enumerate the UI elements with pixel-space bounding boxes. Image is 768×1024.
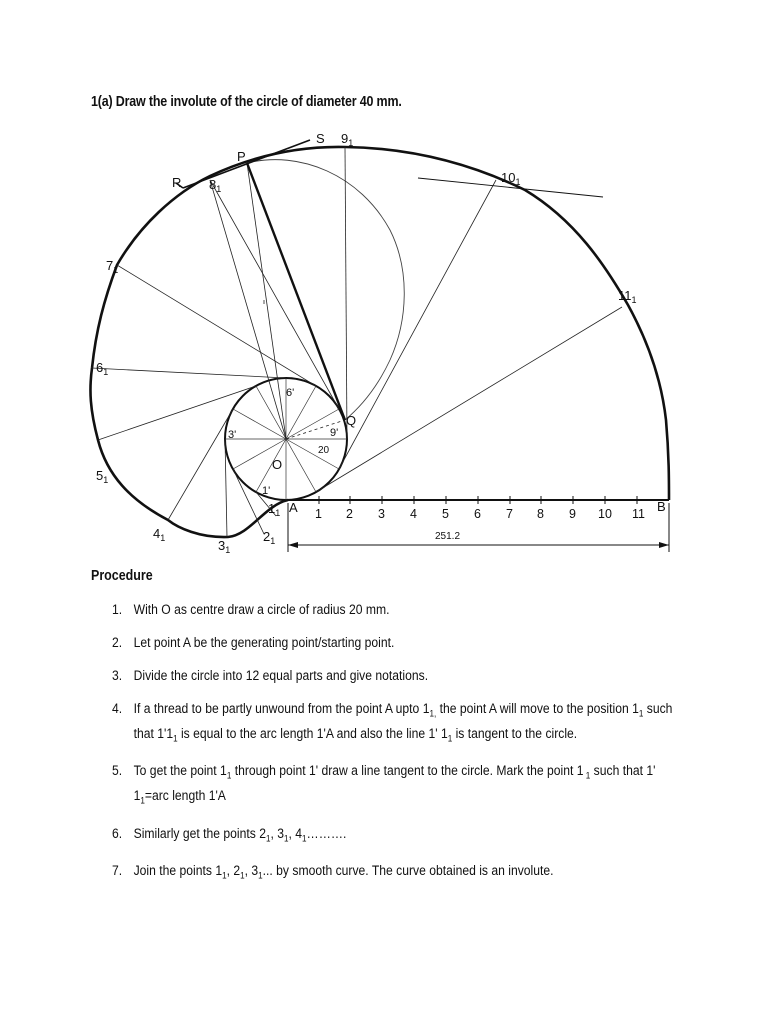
label-1-prime: 1': [262, 485, 271, 497]
label-5-1: $5_1$: [96, 468, 109, 485]
scale-number: 11: [632, 507, 645, 521]
label-b: B: [657, 499, 666, 514]
label-11-1: $11_1$: [618, 288, 637, 305]
tangent-rs: [183, 140, 310, 188]
tangent-lines: [92, 147, 622, 537]
label-9-prime: 9': [330, 427, 339, 439]
label-4-1: $4_1$: [153, 526, 166, 543]
step-text: To get the point $1_1$ through point 1' draw a line tangent to the circle. Mark the point 1 $_1$ such that 1' $1_1=arc$ length 1'A: [133, 763, 656, 806]
procedure-heading: Procedure: [91, 568, 153, 584]
step-text: With O as centre draw a circle of radius 20 mm.: [133, 602, 390, 617]
label-a: A: [289, 500, 298, 515]
label-radius: 20: [318, 445, 330, 456]
step-text: Let point A be the generating point/starting point.: [133, 635, 395, 650]
label-6-prime: 6': [286, 387, 295, 399]
step-text: Join the points $1_1$, $2_1$, $3_1$... by smooth curve. The curve obtained is an involute.: [133, 863, 554, 882]
label-9-1: $9_1$: [341, 131, 354, 148]
procedure-step: 7. Join the points $1_1$, $2_1$, $3_1$... by smooth curve. The curve obtained is an involute.: [112, 861, 688, 886]
procedure-step: 3. Divide the circle into 12 equal parts and give notations.: [112, 666, 688, 686]
label-3-1: $3_1$: [218, 538, 231, 555]
step-text: Similarly get the points $2_1$, $3_1$, $4_1\dots\dots\dots$.: [133, 825, 347, 844]
label-1-1: $1_1$: [268, 501, 281, 518]
step-text: Divide the circle into 12 equal parts and give notations.: [133, 668, 429, 683]
procedure-step: 1. With O as centre draw a circle of radius 20 mm.: [112, 600, 688, 620]
label-10-1: $10_1$: [501, 170, 521, 187]
label-dimension: 251.2: [435, 531, 461, 542]
label-o: O: [272, 457, 283, 472]
scale-number: 9: [569, 507, 576, 521]
procedure-step: 4. If a thread to be partly unwound from the point A upto $1_{1,}$ the point A will move to the position $1_1$ such that $1'1_1$ is equal to the arc length 1'A and also the line 1' $1_1$ is tangent to the circle.: [112, 699, 688, 748]
scale-number: 5: [442, 507, 449, 521]
scale-number: 2: [346, 507, 353, 521]
procedure-step: 2. Let point A be the generating point/starting point.: [112, 633, 688, 653]
scale-number: 10: [598, 507, 612, 521]
scale-number: 4: [410, 507, 417, 521]
label-7-1: $7_1$: [106, 258, 119, 275]
label-s: S: [316, 131, 325, 146]
scale-number: 6: [474, 507, 481, 521]
page-title: 1(a) Draw the involute of the circle of diameter 40 mm.: [91, 94, 402, 110]
step-text: If a thread to be partly unwound from the point A upto $1_{1,}$ the point A will move to the position $1_1$ such that $1'1_1$ is equal to the arc length 1'A and also the line 1' $1_1$ is tangent to the circle.: [133, 701, 673, 744]
label-p: P: [237, 149, 246, 164]
line-pq: [247, 163, 345, 420]
procedure-steps: [112, 600, 712, 899]
scale-number: 3: [378, 507, 385, 521]
scale-number: 7: [506, 507, 513, 521]
label-6-1: $6_1$: [96, 360, 109, 377]
label-8-1: $8_1$: [209, 177, 222, 194]
scale-number: 1: [315, 507, 322, 521]
label-q: Q: [346, 413, 357, 428]
scale-number: 8: [537, 507, 544, 521]
label-2-1: $2_1$: [263, 529, 276, 546]
procedure-step: 6. Similarly get the points $2_1$, $3_1$, $4_1\dots\dots\dots$.: [112, 824, 688, 849]
label-3-prime: 3': [228, 429, 237, 441]
procedure-step: 5. To get the point $1_1$ through point 1' draw a line tangent to the circle. Mark the point 1 $_1$ such that 1' $1_1=arc$ length 1'A: [112, 761, 688, 810]
involute-curve: [90, 147, 669, 537]
label-r: R: [172, 175, 182, 190]
scale-numbers: [315, 507, 645, 521]
